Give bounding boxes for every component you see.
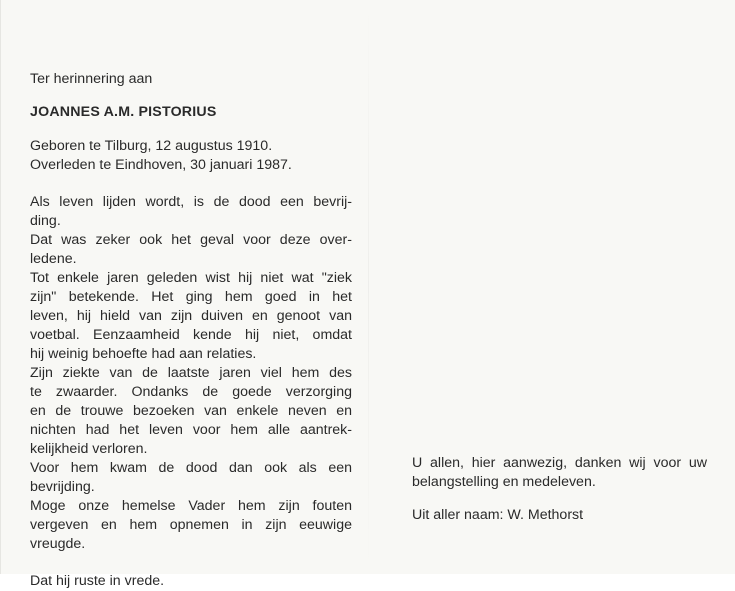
memorial-text-line: te zwaarder. Ondanks de goede verzorging	[30, 384, 352, 400]
memorial-text	[30, 193, 352, 554]
card-fold	[368, 0, 369, 574]
memorial-text-line: Voor hem kwam de dood dan ook als een	[30, 460, 352, 476]
closing-line: Dat hij ruste in vrede.	[30, 573, 165, 589]
memorial-text-line: Dat was zeker ook het geval voor deze over-	[30, 232, 352, 248]
death-line: Overleden te Eindhoven, 30 januari 1987.	[30, 157, 292, 173]
dates-block	[30, 137, 352, 175]
memorial-text-line: Als leven lijden wordt, is de dood een bevrij-	[30, 194, 352, 210]
memorial-text-line: Tot enkele jaren geleden wist hij niet wat "ziek	[30, 270, 352, 286]
memorial-text-line: vreugde.	[30, 536, 86, 552]
memorial-text-line: bevrijding.	[30, 479, 95, 495]
memorial-text-line: Moge onze hemelse Vader hem zijn fouten	[30, 498, 352, 514]
memorial-text-line: zijn" betekende. Het ging hem goed in het	[30, 289, 352, 305]
thanks-line: U allen, hier aanwezig, danken wij voor uw	[412, 455, 707, 471]
deceased-name: JOANNES A.M. PISTORIUS	[30, 104, 217, 120]
thanks-text	[412, 454, 707, 492]
memorial-text-line: kelijkheid verloren.	[30, 441, 148, 457]
birth-line: Geboren te Tilburg, 12 augustus 1910.	[30, 138, 273, 154]
memorial-text-line: vergeven en hem opnemen in zijn eeuwige	[30, 517, 352, 533]
memorial-text-line: voetbal. Eenzaamheid kende hij niet, omdat	[30, 327, 352, 343]
memorial-text-line: hij weinig behoefte had aan relaties.	[30, 346, 257, 362]
memorial-text-line: Zijn ziekte van de laatste jaren viel hem des	[30, 365, 352, 381]
left-column	[30, 70, 352, 591]
memorial-text-line: leven, hij hield van zijn duiven en genoot van	[30, 308, 352, 324]
intro-text: Ter herinnering aan	[30, 71, 153, 87]
right-column	[412, 454, 707, 525]
memorial-text-line: nichten had het leven voor hem alle aantrek-	[30, 422, 352, 438]
memorial-text-line: en de trouwe bezoeken van enkele neven en	[30, 403, 352, 419]
thanks-line: belangstelling en medeleven.	[412, 474, 596, 490]
memorial-text-line: ledene.	[30, 251, 77, 267]
signature-line: Uit aller naam: W. Methorst	[412, 507, 584, 523]
memorial-text-line: ding.	[30, 213, 61, 229]
